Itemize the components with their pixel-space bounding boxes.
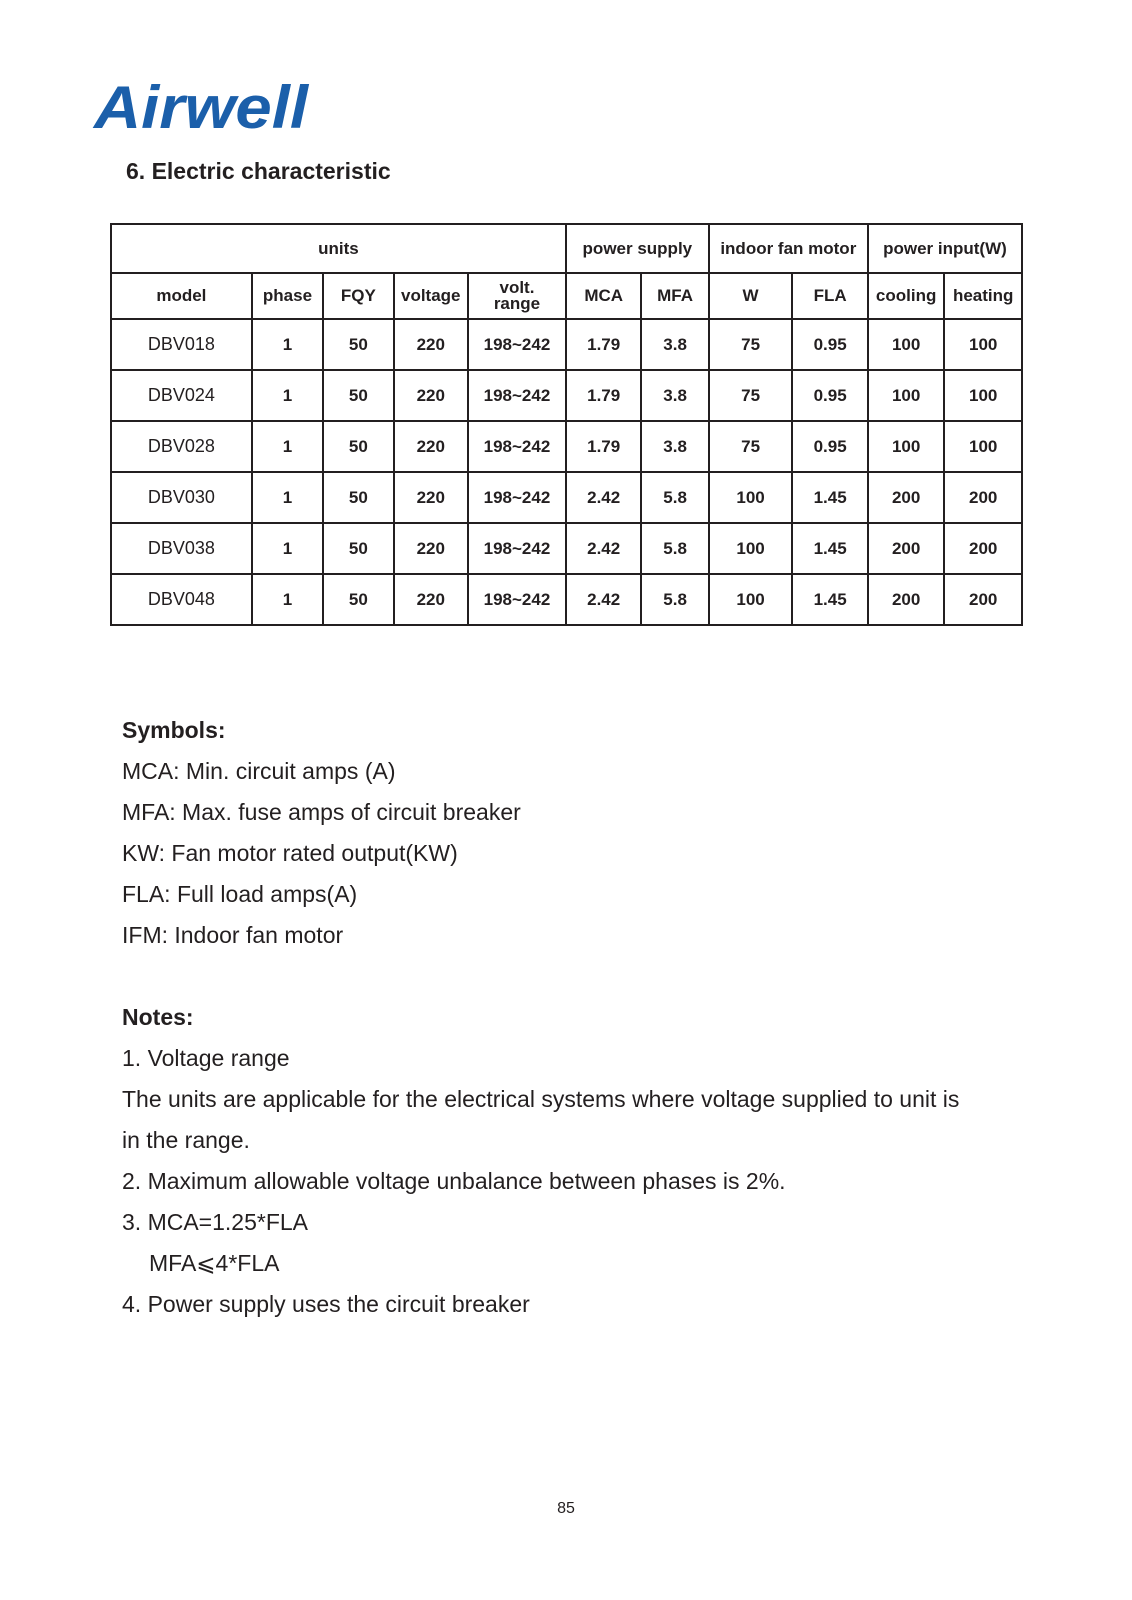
mca-cell: 2.42 (566, 472, 641, 523)
heating-cell: 200 (944, 472, 1022, 523)
indoor-fan-motor-group-header: indoor fan motor (709, 224, 868, 273)
mfa-cell: 5.8 (641, 523, 708, 574)
volt-range-cell: 198~242 (468, 523, 566, 574)
volt-range-cell: 198~242 (468, 472, 566, 523)
fla-cell: 1.45 (792, 472, 868, 523)
symbol-item-kw: KW: Fan motor rated output(KW) (122, 840, 458, 866)
volt-range-header-line-1: volt. (499, 278, 535, 297)
phase-cell: 1 (252, 574, 323, 625)
volt-range-cell: 198~242 (468, 370, 566, 421)
cooling-cell: 200 (868, 574, 945, 625)
volt-range-cell: 198~242 (468, 319, 566, 370)
airwell-logo (92, 76, 312, 138)
phase-cell: 1 (252, 370, 323, 421)
w-header: W (709, 273, 793, 319)
w-cell: 100 (709, 472, 793, 523)
power-input-group-header: power input(W) (868, 224, 1022, 273)
heating-cell: 100 (944, 421, 1022, 472)
table-row (111, 523, 1022, 574)
fqy-cell: 50 (323, 472, 393, 523)
note-3: 3. MCA=1.25*FLA (122, 1209, 309, 1235)
cooling-cell: 100 (868, 319, 945, 370)
notes-heading: Notes: (122, 1004, 194, 1030)
phase-cell: 1 (252, 472, 323, 523)
fla-cell: 0.95 (792, 421, 868, 472)
heating-header: heating (944, 273, 1022, 319)
volt-range-header-line-2: range (493, 294, 541, 313)
w-cell: 75 (709, 319, 793, 370)
table-body (111, 319, 1022, 625)
symbols-heading: Symbols: (122, 717, 226, 743)
mfa-cell: 5.8 (641, 472, 708, 523)
volt-range-cell: 198~242 (468, 574, 566, 625)
notes-section (122, 710, 1052, 1325)
symbol-item-ifm: IFM: Indoor fan motor (122, 922, 344, 948)
mca-header: MCA (566, 273, 641, 319)
electric-characteristic-table (110, 223, 1023, 626)
volt-range-cell: 198~242 (468, 421, 566, 472)
spacer (122, 956, 1052, 997)
table-row (111, 319, 1022, 370)
group-header-row (111, 224, 1022, 273)
note-1-text-line-1: The units are applicable for the electrical systems where voltage supplied to unit is (122, 1086, 960, 1112)
note-1: 1. Voltage range (122, 1045, 290, 1071)
cooling-cell: 200 (868, 472, 945, 523)
voltage-cell: 220 (394, 523, 468, 574)
voltage-cell: 220 (394, 319, 468, 370)
page-number: 85 (557, 1500, 575, 1517)
table-row (111, 421, 1022, 472)
heating-cell: 200 (944, 523, 1022, 574)
mca-cell: 1.79 (566, 319, 641, 370)
table-row (111, 574, 1022, 625)
phase-cell: 1 (252, 421, 323, 472)
heating-cell: 100 (944, 370, 1022, 421)
voltage-cell: 220 (394, 421, 468, 472)
fqy-cell: 50 (323, 421, 393, 472)
heating-cell: 200 (944, 574, 1022, 625)
fqy-cell: 50 (323, 574, 393, 625)
mfa-cell: 3.8 (641, 319, 708, 370)
voltage-cell: 220 (394, 574, 468, 625)
note-2: 2. Maximum allowable voltage unbalance between phases is 2%. (122, 1168, 786, 1194)
w-cell: 100 (709, 574, 793, 625)
column-header-row (111, 273, 1022, 319)
cooling-cell: 100 (868, 370, 945, 421)
power-supply-group-header: power supply (566, 224, 709, 273)
fqy-cell: 50 (323, 319, 393, 370)
phase-header: phase (252, 273, 323, 319)
mca-cell: 1.79 (566, 421, 641, 472)
note-4: 4. Power supply uses the circuit breaker (122, 1291, 530, 1317)
voltage-header: voltage (394, 273, 468, 319)
model-cell: DBV048 (111, 574, 252, 625)
section-title: 6. Electric characteristic (126, 158, 391, 184)
fla-cell: 0.95 (792, 370, 868, 421)
cooling-cell: 200 (868, 523, 945, 574)
symbol-item-fla: FLA: Full load amps(A) (122, 881, 358, 907)
fla-cell: 0.95 (792, 319, 868, 370)
symbol-item-mca: MCA: Min. circuit amps (A) (122, 758, 396, 784)
model-cell: DBV028 (111, 421, 252, 472)
phase-cell: 1 (252, 319, 323, 370)
model-cell: DBV018 (111, 319, 252, 370)
units-group-header: units (111, 224, 566, 273)
volt-range-header (468, 273, 566, 319)
cooling-header: cooling (868, 273, 945, 319)
fla-cell: 1.45 (792, 523, 868, 574)
mca-cell: 2.42 (566, 523, 641, 574)
table-row (111, 472, 1022, 523)
fla-cell: 1.45 (792, 574, 868, 625)
model-cell: DBV024 (111, 370, 252, 421)
mfa-cell: 3.8 (641, 421, 708, 472)
logo-text: Airwell (92, 76, 310, 138)
w-cell: 75 (709, 421, 793, 472)
model-cell: DBV030 (111, 472, 252, 523)
mfa-cell: 3.8 (641, 370, 708, 421)
mfa-header: MFA (641, 273, 708, 319)
phase-cell: 1 (252, 523, 323, 574)
mca-cell: 2.42 (566, 574, 641, 625)
voltage-cell: 220 (394, 472, 468, 523)
fqy-header: FQY (323, 273, 393, 319)
fla-header: FLA (792, 273, 868, 319)
table-row (111, 370, 1022, 421)
symbol-item-mfa: MFA: Max. fuse amps of circuit breaker (122, 799, 521, 825)
mfa-cell: 5.8 (641, 574, 708, 625)
note-1-text-line-2: in the range. (122, 1127, 250, 1153)
model-header: model (111, 273, 252, 319)
voltage-cell: 220 (394, 370, 468, 421)
w-cell: 75 (709, 370, 793, 421)
note-3-sub: MFA⩽4*FLA (149, 1250, 280, 1276)
heating-cell: 100 (944, 319, 1022, 370)
mca-cell: 1.79 (566, 370, 641, 421)
w-cell: 100 (709, 523, 793, 574)
fqy-cell: 50 (323, 523, 393, 574)
model-cell: DBV038 (111, 523, 252, 574)
fqy-cell: 50 (323, 370, 393, 421)
cooling-cell: 100 (868, 421, 945, 472)
